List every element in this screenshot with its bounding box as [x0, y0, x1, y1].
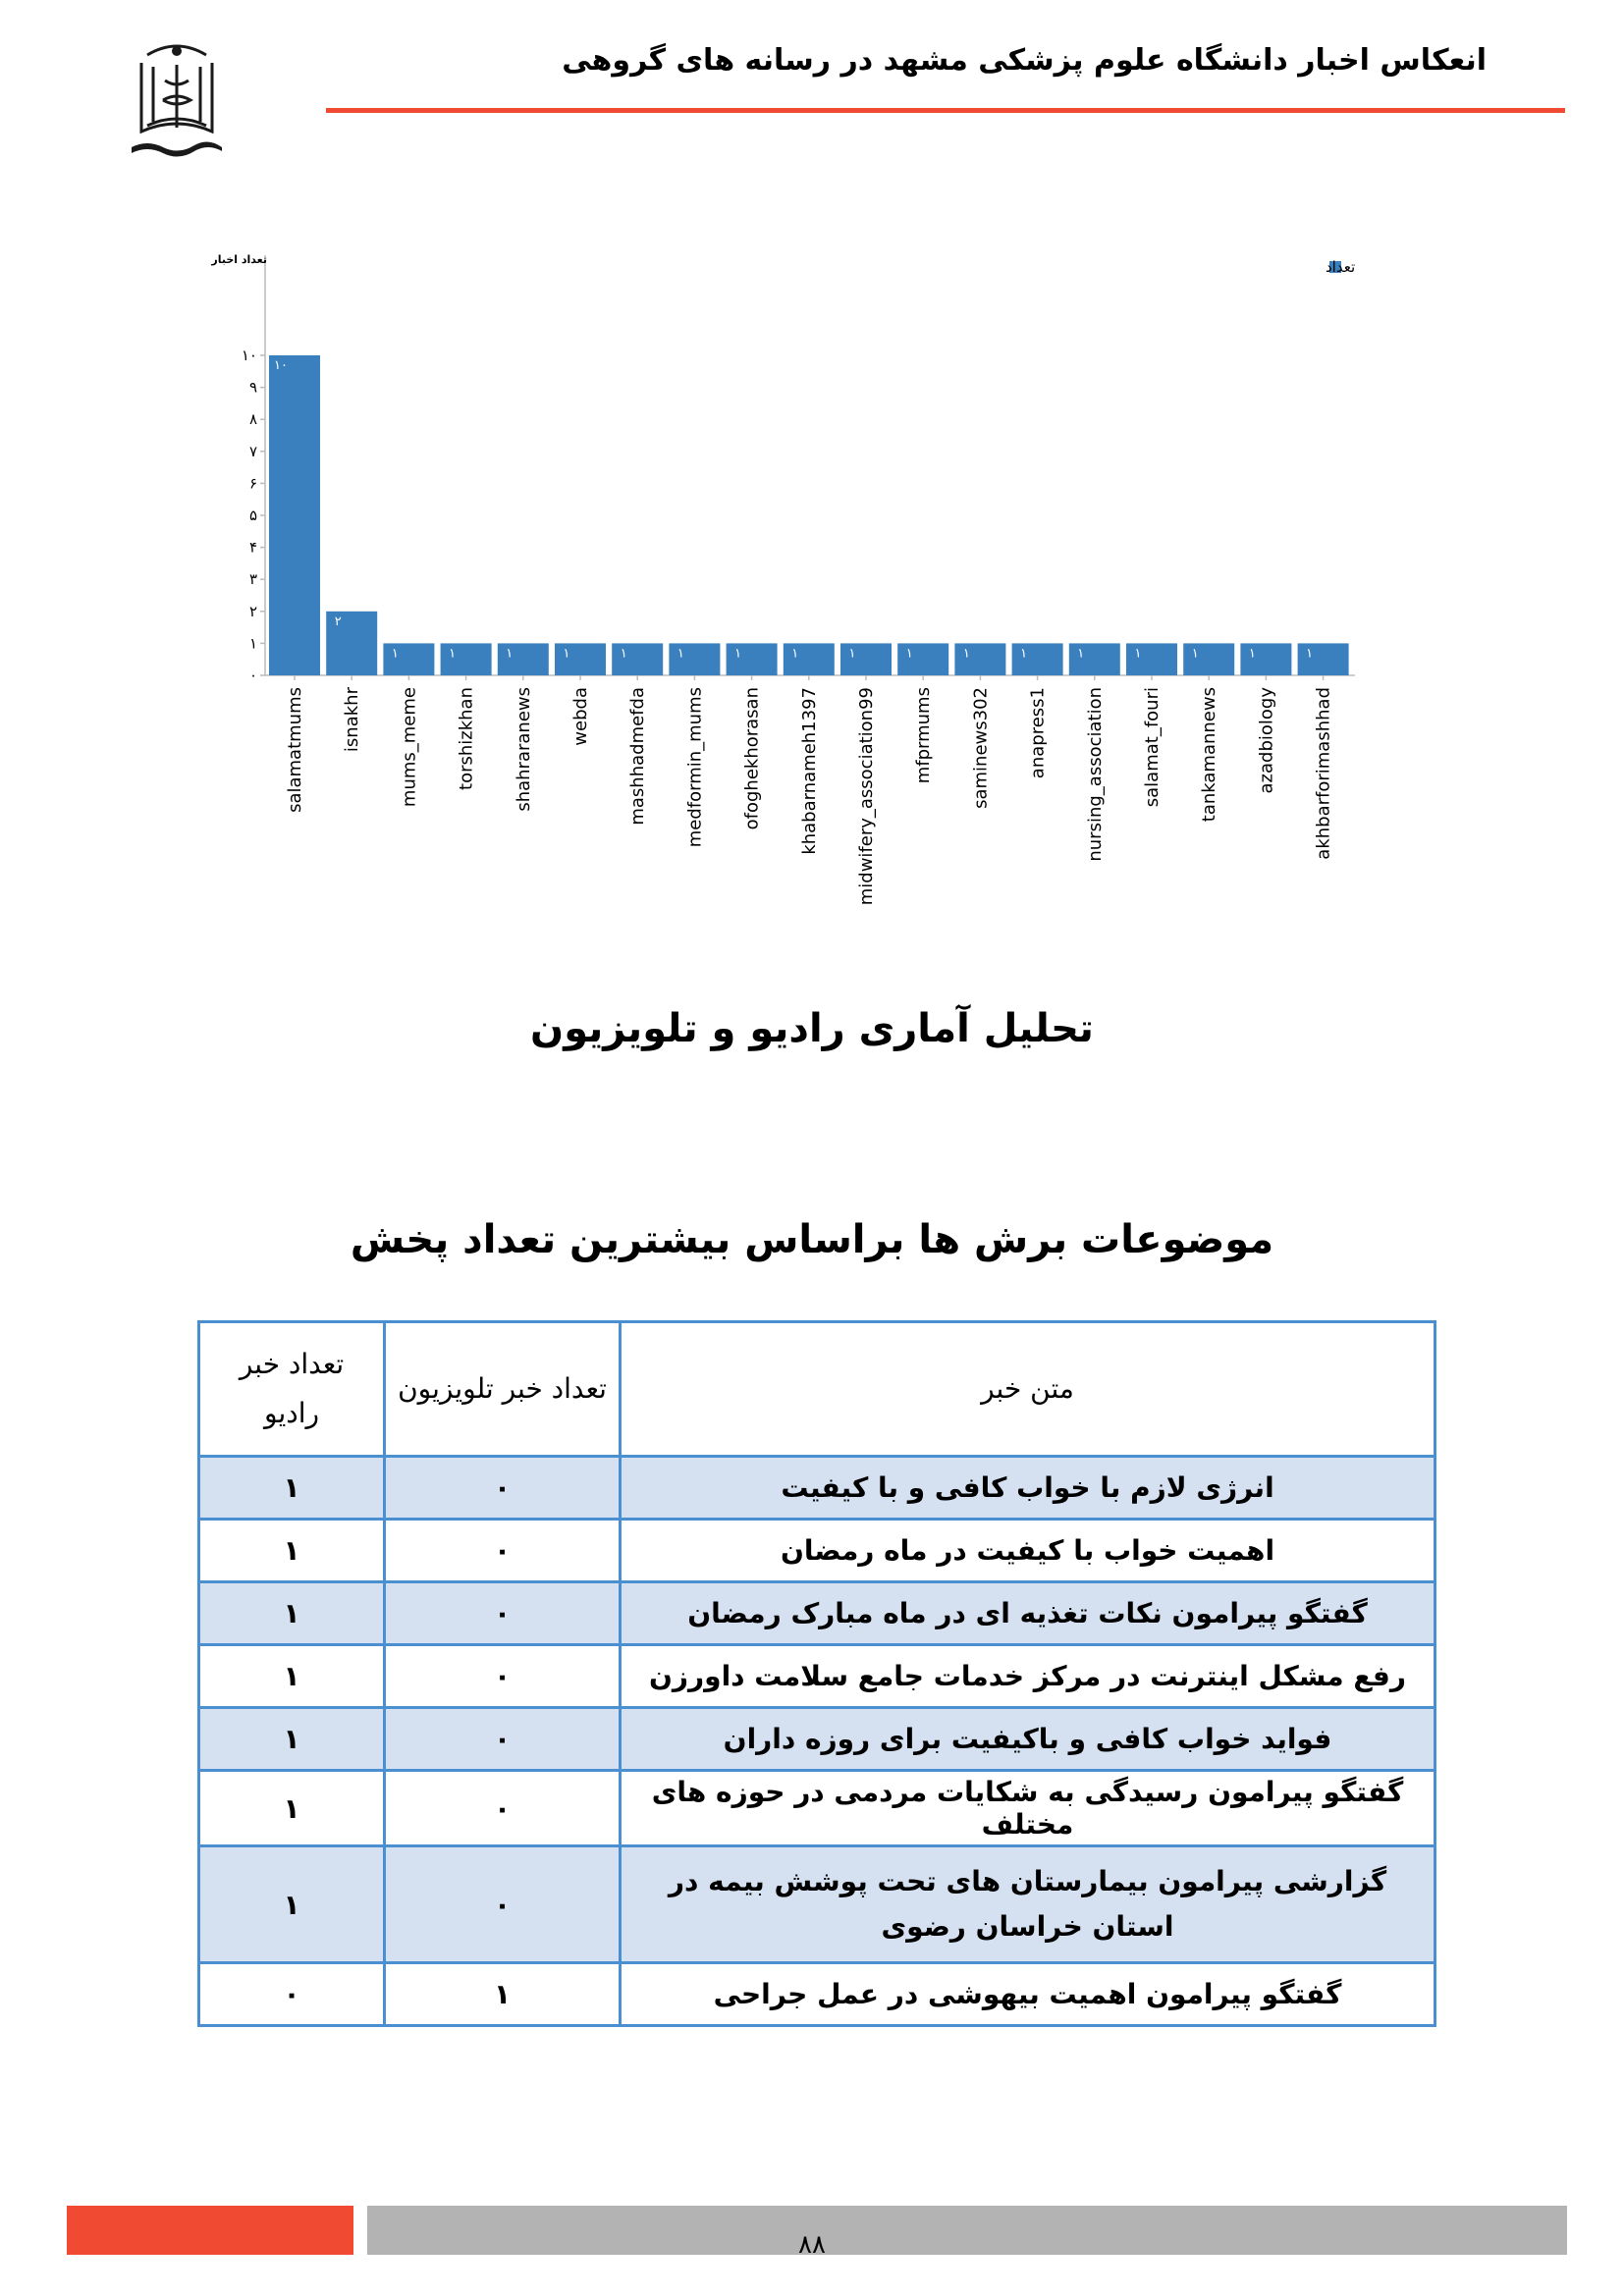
news-text-cell: فواید خواب کافی و باکیفیت برای روزه داران [621, 1708, 1435, 1771]
news-count-bar-chart [211, 245, 1356, 952]
radio-count-cell: ۱ [199, 1457, 385, 1520]
radio-tv-analysis-title: تحلیل آماری رادیو و تلویزیون [530, 1006, 1094, 1051]
y-tick-label: ۷ [248, 442, 257, 460]
radio-count-cell: ۱ [199, 1520, 385, 1582]
y-tick-label: ۰ [248, 667, 257, 684]
y-tick-label: ۴ [248, 538, 257, 557]
radio-count-cell: ۱ [199, 1582, 385, 1645]
bar-value-label: ۱ [620, 646, 627, 662]
x-tick-label: saminews302 [970, 687, 992, 809]
bar-value-label: ۱ [563, 646, 570, 662]
bar-value-label: ۱ [1248, 646, 1256, 662]
tv-count-cell: ۰ [385, 1520, 621, 1582]
x-tick-label: salamat_fouri [1142, 687, 1163, 808]
x-tick-label: mums_meme [399, 687, 420, 808]
y-tick-label: ۳ [248, 570, 257, 589]
university-logo [118, 37, 236, 165]
bar [269, 355, 320, 675]
news-text-cell: انرژی لازم با خواب کافی و با کیفیت [621, 1457, 1435, 1520]
table-row [199, 1457, 1435, 1520]
x-tick-label: webda [570, 687, 591, 746]
x-tick-label: tankamannews [1199, 686, 1220, 823]
news-text-cell: اهمیت خواب با کیفیت در ماه رمضان [621, 1520, 1435, 1582]
bar-value-label: ۱ [1077, 646, 1085, 662]
topics-section-title: موضوعات برش ها براساس بیشترین تعداد پخش [350, 1217, 1274, 1262]
bar-value-label: ۱ [848, 646, 856, 662]
x-tick-label: midwifery_association99 [856, 687, 877, 906]
header-news-text: متن خبر [621, 1322, 1435, 1457]
table-row [199, 1963, 1435, 2026]
x-tick-label: salamatmums [285, 687, 305, 813]
tv-count-cell: ۰ [385, 1457, 621, 1520]
news-text-cell: گفتگو پیرامون اهمیت بیهوشی در عمل جراحی [621, 1963, 1435, 2026]
bar-value-label: ۱ [391, 646, 399, 662]
x-tick-label: khabarnameh1397 [798, 687, 820, 855]
x-tick-label: medformin_mums [684, 687, 706, 848]
news-text-cell: گفتگو پیرامون رسیدگی به شکایات مردمی در حوزه های مختلف [621, 1771, 1435, 1846]
tv-count-cell: ۰ [385, 1771, 621, 1846]
bar-value-label: ۱ [1191, 646, 1199, 662]
radio-count-cell: ۱ [199, 1846, 385, 1963]
news-text-cell: گفتگو پیرامون نکات تغذیه ای در ماه مبارک رمضان [621, 1582, 1435, 1645]
bar-value-label: ۱ [962, 646, 970, 662]
tv-count-cell: ۰ [385, 1708, 621, 1771]
radio-count-cell: ۱ [199, 1771, 385, 1846]
tv-count-cell: ۱ [385, 1963, 621, 2026]
x-tick-label: mashhadmefda [627, 687, 649, 826]
bar-value-label: ۱ [791, 646, 799, 662]
bar-value-label: ۱۰ [274, 358, 288, 373]
radio-count-cell: ۱ [199, 1645, 385, 1708]
table-row [199, 1708, 1435, 1771]
bar-value-label: ۱ [677, 646, 684, 662]
y-tick-label: ۵ [248, 507, 257, 524]
y-axis-label: تعداد اخبار [211, 253, 267, 266]
table-header-row [199, 1322, 1435, 1457]
header-tv-count: تعداد خبر تلویزیون [385, 1322, 621, 1457]
tv-count-cell: ۰ [385, 1645, 621, 1708]
y-tick-label: ۲ [248, 602, 257, 620]
x-tick-label: nursing_association [1084, 687, 1106, 862]
header-radio-count: تعداد خبر رادیو [199, 1322, 385, 1457]
y-tick-label: ۱۰ [241, 347, 257, 364]
y-tick-label: ۶ [248, 474, 257, 493]
x-tick-label: anapress1 [1027, 687, 1049, 779]
news-text-cell: گزارشی پیرامون بیمارستان های تحت پوشش بیمه در استان خراسان رضوی [621, 1846, 1435, 1963]
bar-value-label: ۲ [334, 614, 342, 629]
bar-value-label: ۱ [1020, 646, 1028, 662]
y-tick-label: ۸ [248, 410, 257, 429]
news-text-cell: رفع مشکل اینترنت در مرکز خدمات جامع سلامت داورزن [621, 1645, 1435, 1708]
legend-label: تعداد [1326, 258, 1356, 276]
y-tick-label: ۱ [248, 634, 257, 653]
x-tick-label: ofoghekhorasan [741, 687, 763, 830]
radio-count-cell: ۱ [199, 1708, 385, 1771]
radio-count-cell: ۰ [199, 1963, 385, 2026]
bar-value-label: ۱ [734, 646, 742, 662]
tv-count-cell: ۰ [385, 1582, 621, 1645]
y-tick-label: ۹ [248, 378, 257, 397]
bar-value-label: ۱ [1306, 646, 1314, 662]
x-tick-label: shahraranews [513, 687, 534, 812]
x-tick-label: isnakhr [342, 687, 363, 753]
broadcast-topics-table [197, 1320, 1436, 2027]
x-tick-label: torshizkhan [456, 687, 477, 790]
x-tick-label: azadbiology [1256, 687, 1277, 794]
table-row [199, 1645, 1435, 1708]
page-header-title: انعکاس اخبار دانشگاه علوم پزشکی مشهد در رسانه های گروهی [562, 43, 1487, 78]
tv-count-cell: ۰ [385, 1846, 621, 1963]
table-row [199, 1520, 1435, 1582]
bar-value-label: ۱ [905, 646, 913, 662]
bar-value-label: ۱ [506, 646, 514, 662]
page-number: ۸۸ [798, 2230, 826, 2260]
bar-value-label: ۱ [1134, 646, 1142, 662]
table-row [199, 1771, 1435, 1846]
table-row [199, 1846, 1435, 1963]
x-tick-label: akhbarforimashhad [1313, 687, 1334, 860]
table-row [199, 1582, 1435, 1645]
bar-value-label: ۱ [449, 646, 457, 662]
x-tick-label: mfprmums [913, 687, 935, 784]
header-rule [326, 108, 1565, 113]
